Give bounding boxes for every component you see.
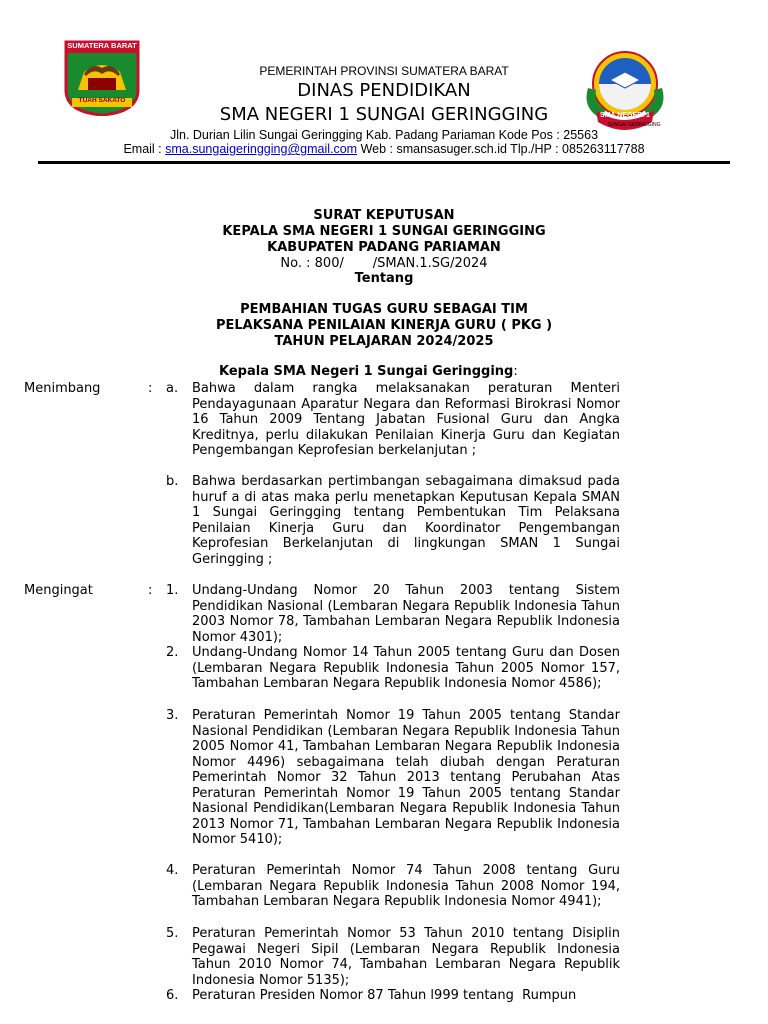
menimbang-mark-b: b. [166, 474, 179, 489]
decree-region: KABUPATEN PADANG PARIAMAN [267, 240, 501, 255]
decree-issuer [219, 364, 518, 379]
province-logo-top-text: SUMATERA BARAT [67, 41, 137, 50]
mengingat-mark-3: 3. [166, 708, 179, 723]
mengingat-mark-5: 5. [166, 926, 179, 941]
decree-subject-2: PELAKSANA PENILAIAN KINERJA GURU ( PKG ) [215, 318, 553, 333]
issuer-name: Kepala SMA Negeri 1 Sungai Geringging [219, 364, 514, 379]
decree-number: No. : 800/ /SMAN.1.SG/2024 [280, 256, 488, 271]
menimbang-label: Menimbang [24, 381, 101, 396]
mengingat-mark-1: 1. [166, 583, 179, 598]
mengingat-item-4: Peraturan Pemerintah Nomor 74 Tahun 2008 tentang Guru (Lembaran Negara Republik Indonesia Tahun 2008 Nomor 194, Tambahan Lembaran Negara Republik Indonesia Nomor 4941); [192, 863, 620, 909]
web-phone: Web : smansasuger.sch.id Tlp./HP : 085263117788 [357, 142, 645, 156]
contact-line [0, 142, 768, 156]
agency-name: DINAS PENDIDIKAN [297, 80, 471, 101]
school-logo-subtext: SUNGAI GERINGGING [607, 122, 661, 128]
email-link[interactable]: sma.sungaigeringging@gmail.com [165, 142, 358, 156]
decree-issuer-title: KEPALA SMA NEGERI 1 SUNGAI GERINGGING [222, 224, 546, 239]
mengingat-mark-6: 6. [166, 988, 179, 1003]
mengingat-colon: : [148, 583, 153, 598]
menimbang-colon: : [148, 381, 153, 396]
decree-title: SURAT KEPUTUSAN [313, 208, 455, 223]
school-logo-text: SMA NEGERI 1 [600, 112, 650, 119]
school-name: SMA NEGERI 1 SUNGAI GERINGGING [219, 104, 549, 125]
mengingat-label: Mengingat [24, 583, 93, 598]
mengingat-item-5: Peraturan Pemerintah Nomor 53 Tahun 2010 tentang Disiplin Pegawai Negeri Sipil (Lembaran Negara Republik Indonesia Tahun 2010 Nomor 74, Tambahan Lembaran Negara Republik Indonesia Nomor 5135); [192, 926, 620, 988]
menimbang-mark-a: a. [166, 381, 179, 396]
menimbang-item-a: Bahwa dalam rangka melaksanakan peraturan Menteri Pendayagunaan Aparatur Negara dan Reformasi Birokrasi Nomor 16 Tahun 2009 Tentang Jabatan Fusional Guru dan Angka Kreditnya, perlu dilakukan Penilaian Kinerja Guru dan Kegiatan Pengembangan Keprofesian berkelanjutan ; [192, 381, 620, 458]
mengingat-item-2: Undang-Undang Nomor 14 Tahun 2005 tentang Guru dan Dosen (Lembaran Negara Republik Indonesia Tahun 2005 Nomor 157, Tambahan Lembaran Negara Republik Indonesia Nomor 4586); [192, 645, 620, 691]
email-label: Email : [123, 142, 166, 156]
header-divider [38, 161, 730, 164]
decree-subject-3: TAHUN PELAJARAN 2024/2025 [274, 334, 494, 349]
menimbang-item-b: Bahwa berdasarkan pertimbangan sebagaimana dimaksud pada huruf a di atas maka perlu menetapkan Keputusan Kepala SMAN 1 Sungai Geringging tentang Pembentukan Tim Pelaksana Penilaian Kinerja Guru dan Koordinator Pengembangan Keprofesian Berkelanjutan di lingkungan SMAN 1 Sungai Geringging ; [192, 474, 620, 567]
mengingat-item-3: Peraturan Pemerintah Nomor 19 Tahun 2005 tentang Standar Nasional Pendidikan (Lembaran Negara Republik Indonesia Tahun 2005 Nomor 41, Tambahan Lembaran Negara Republik Indonesia Nomor 4496) sebagaimana telah diubah dengan Peraturan Pemerintah Nomor 32 Tahun 2013 tentang Perubahan Atas Peraturan Pemerintah Nomor 19 Tahun 2005 tentang Standar Nasional Pendidikan(Lembaran Negara Republik Indonesia Tahun 2013 Nomor 71, Tambahan Lembaran Negara Republik Indonesia Nomor 5410); [192, 708, 620, 847]
mengingat-item-6: Peraturan Presiden Nomor 87 Tahun l999 tentang Rumpun [192, 988, 577, 1003]
issuer-colon: : [513, 364, 518, 379]
mengingat-mark-4: 4. [166, 863, 179, 878]
mengingat-item-1: Undang-Undang Nomor 20 Tahun 2003 tentang Sistem Pendidikan Nasional (Lembaran Negara Republik Indonesia Tahun 2003 Nomor 78, Tambahan Lembaran Negara Republik Indonesia Nomor 4301); [192, 583, 620, 645]
decree-subject-1: PEMBAHIAN TUGAS GURU SEBAGAI TIM [240, 302, 528, 317]
decree-about: Tentang [354, 271, 414, 286]
province-logo-bottom-text: TUAH SAKATO [78, 97, 126, 104]
province-name: PEMERINTAH PROVINSI SUMATERA BARAT [259, 64, 509, 78]
mengingat-mark-2: 2. [166, 645, 179, 660]
school-address: Jln. Durian Lilin Sungai Geringging Kab. Padang Pariaman Kode Pos : 25563 [169, 128, 599, 142]
